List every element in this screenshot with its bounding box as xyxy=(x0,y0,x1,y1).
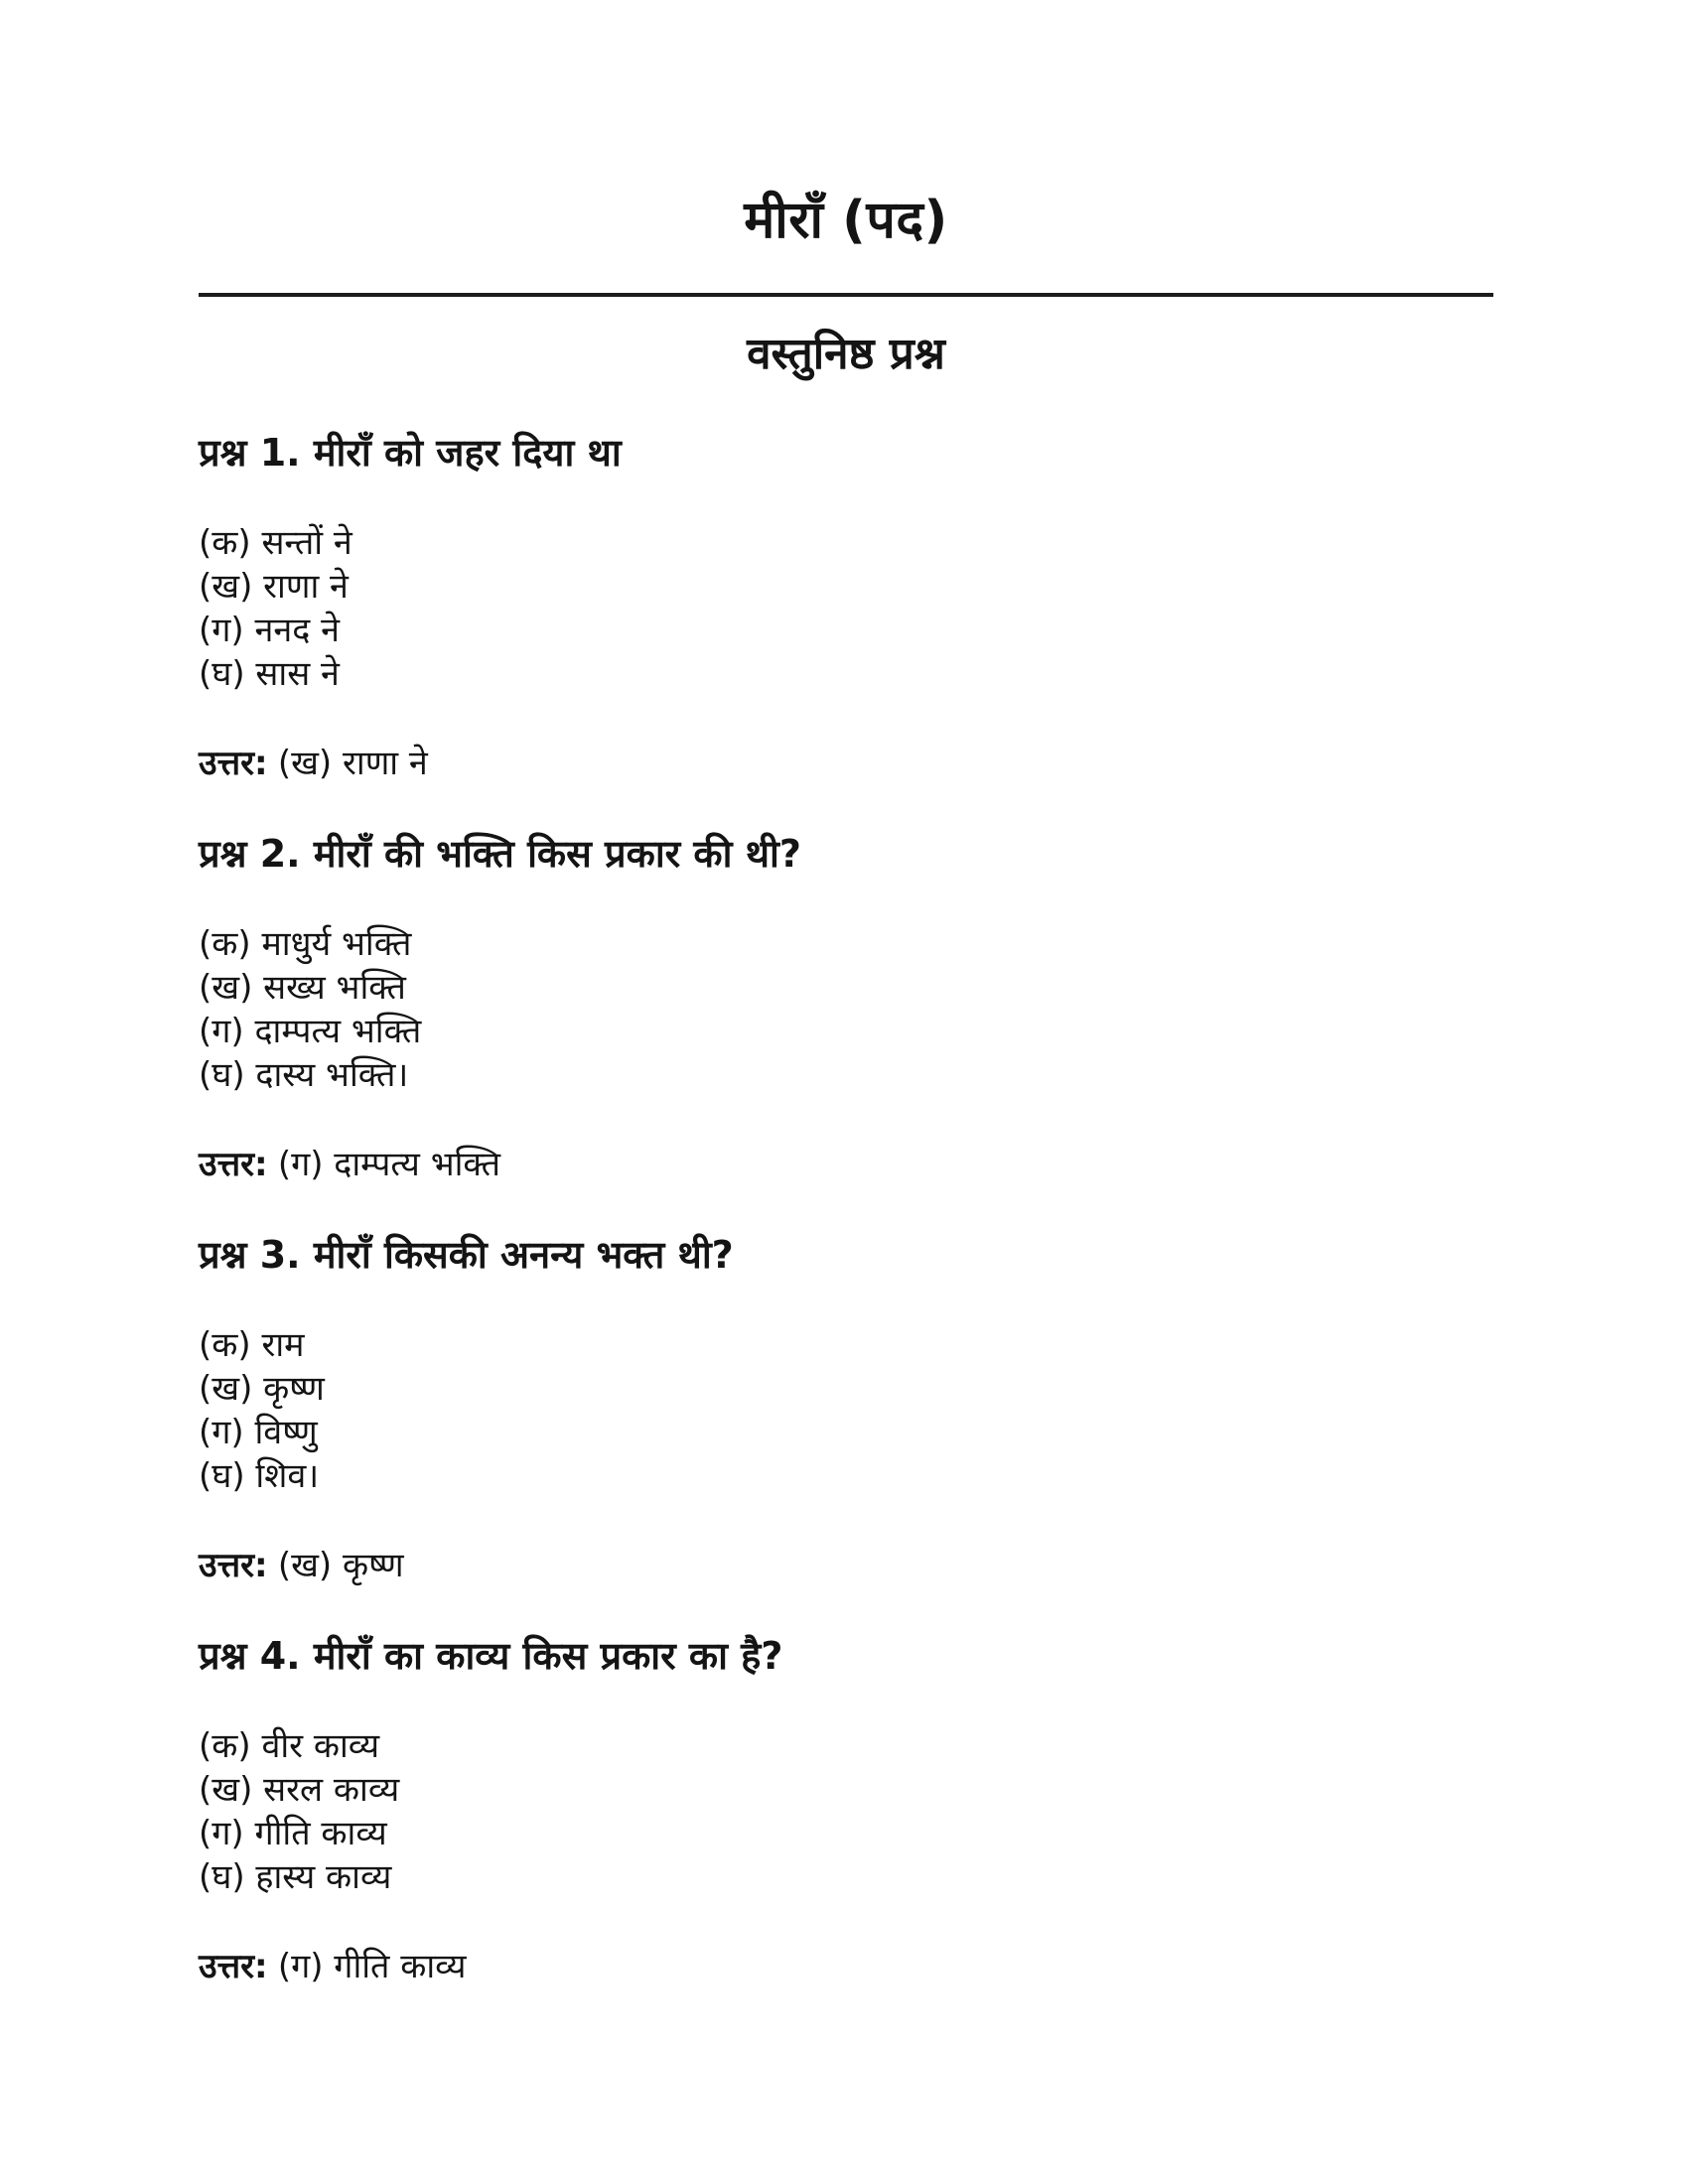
question-block-4 xyxy=(199,1631,1493,1988)
option-line: (क) वीर काव्य xyxy=(199,1726,380,1766)
answer-text: (ख) कृष्ण xyxy=(277,1546,404,1585)
options-list xyxy=(199,922,1493,1097)
answer-label: उत्तर: xyxy=(199,1546,268,1585)
question-heading: प्रश्न 4. मीराँ का काव्य किस प्रकार का है? xyxy=(199,1634,783,1678)
question-block-3 xyxy=(199,1230,1493,1587)
question-heading: प्रश्न 3. मीराँ किसकी अनन्य भक्त थी? xyxy=(199,1233,734,1277)
answer-text: (ख) राणा ने xyxy=(277,744,428,783)
option-line: (घ) शिव। xyxy=(199,1456,320,1496)
answer-line xyxy=(199,1544,1493,1587)
answer-label: उत्तर: xyxy=(199,744,268,783)
question-heading: प्रश्न 2. मीराँ की भक्ति किस प्रकार की थी? xyxy=(199,832,801,876)
answer-label: उत्तर: xyxy=(199,1947,268,1986)
answer-text: (ग) दाम्पत्य भक्ति xyxy=(277,1145,501,1184)
option-line: (क) सन्तों ने xyxy=(199,523,352,563)
option-line: (घ) हास्य काव्य xyxy=(199,1857,392,1897)
option-line: (ग) दाम्पत्य भक्ति xyxy=(199,1012,422,1051)
question-block-2 xyxy=(199,829,1493,1186)
option-line: (ख) सरल काव्य xyxy=(199,1770,400,1810)
option-line: (क) राम xyxy=(199,1325,305,1365)
page-subtitle: वस्तुनिष्ठ प्रश्न xyxy=(747,329,945,379)
option-line: (घ) सास ने xyxy=(199,654,340,694)
option-line: (ग) गीति काव्य xyxy=(199,1814,387,1853)
answer-text: (ग) गीति काव्य xyxy=(277,1947,467,1986)
answer-line xyxy=(199,1143,1493,1186)
option-line: (ख) राणा ने xyxy=(199,567,349,607)
option-line: (ग) ननद ने xyxy=(199,611,340,650)
option-line: (ख) कृष्ण xyxy=(199,1369,325,1409)
answer-line xyxy=(199,1945,1493,1988)
title-divider xyxy=(199,293,1493,297)
options-list xyxy=(199,1724,1493,1899)
options-list xyxy=(199,521,1493,696)
options-list xyxy=(199,1323,1493,1498)
question-heading: प्रश्न 1. मीराँ को जहर दिया था xyxy=(199,431,622,475)
answer-line xyxy=(199,742,1493,785)
option-line: (क) माधुर्य भक्ति xyxy=(199,924,412,964)
option-line: (ख) सख्य भक्ति xyxy=(199,968,406,1008)
option-line: (ग) विष्णु xyxy=(199,1413,318,1452)
question-block-1 xyxy=(199,428,1493,785)
option-line: (घ) दास्य भक्ति। xyxy=(199,1055,409,1095)
answer-label: उत्तर: xyxy=(199,1145,268,1184)
page-title: मीराँ (पद) xyxy=(744,191,948,250)
